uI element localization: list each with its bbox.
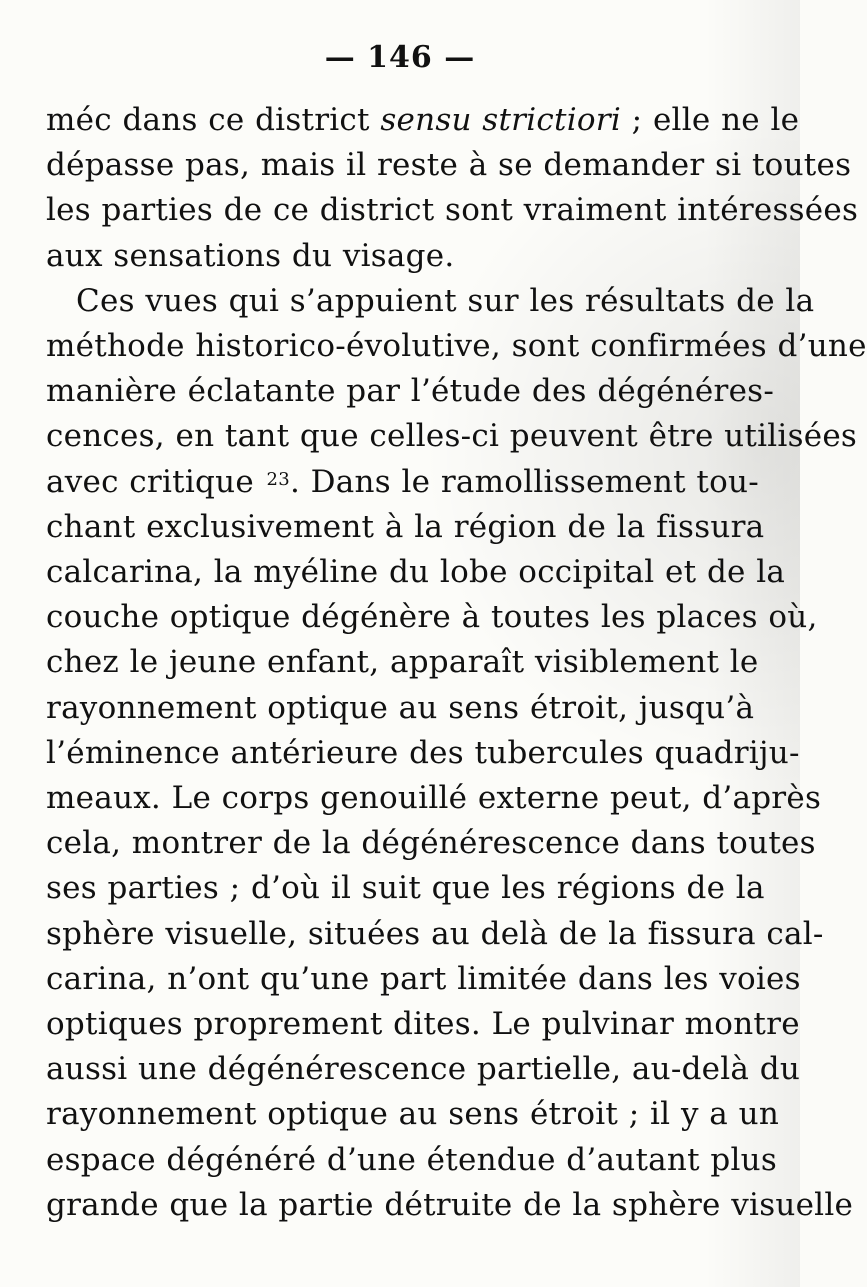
text-line-1-part-3: ; elle ne le: [621, 102, 800, 138]
text-line-21: optiques proprement dites. Le pulvinar montre: [46, 1006, 800, 1043]
latin-phrase: sensu strictiori: [380, 102, 622, 138]
text-line-5: Ces vues qui s’appuient sur les résultats de la: [76, 282, 815, 319]
text-line-23: rayonnement optique au sens étroit ; il y a un: [46, 1096, 780, 1133]
text-line-9-part-3: . Dans le ramollissement tou-: [289, 463, 759, 500]
text-line-18: ses parties ; d’où il suit que les régions de la: [46, 870, 765, 907]
text-line-24: espace dégénéré d’une étendue d’autant plus: [46, 1141, 778, 1178]
text-line-19: sphère visuelle, situées au delà de la fissura cal-: [46, 915, 824, 952]
text-line-22: aussi une dégénérescence partielle, au-delà du: [46, 1051, 801, 1088]
text-line-9: [46, 460, 759, 505]
text-line-7: manière éclatante par l’étude des dégénéres-: [46, 373, 775, 410]
text-line-10: chant exclusivement à la région de la fissura: [46, 508, 765, 545]
text-line-15: l’éminence antérieure des tubercules quadriju-: [46, 734, 800, 771]
text-line-16: meaux. Le corps genouillé externe peut, d’après: [46, 780, 822, 817]
text-line-3: les parties de ce district sont vraiment intéressées: [46, 192, 859, 229]
text-line-20: carina, n’ont qu’une part limitée dans les voies: [46, 960, 801, 997]
text-line-11: calcarina, la myéline du lobe occipital et de la: [46, 554, 786, 591]
text-line-6: méthode historico-évolutive, sont confirmées d’une: [46, 328, 867, 365]
footnote-reference: 23: [266, 468, 290, 490]
text-line-8: cences, en tant que celles-ci peuvent être utilisées: [46, 418, 858, 455]
text-line-14: rayonnement optique au sens étroit, jusqu’à: [46, 689, 755, 726]
text-line-13: chez le jeune enfant, apparaît visiblement le: [46, 644, 759, 681]
text-line-4: aux sensations du visage.: [46, 237, 455, 274]
text-line-17: cela, montrer de la dégénérescence dans toutes: [46, 825, 816, 862]
text-line-2: dépasse pas, mais il reste à se demander si toutes: [46, 147, 852, 184]
text-line-25: grande que la partie détruite de la sphère visuelle: [46, 1186, 854, 1223]
page-number: — 146 —: [324, 40, 476, 75]
body-text: [46, 98, 867, 1228]
text-line-1-part-1: méc dans ce district: [46, 102, 381, 138]
text-line-9-part-1: avec critique: [46, 463, 265, 500]
text-line-1: [46, 98, 800, 143]
text-line-12: couche optique dégénère à toutes les places où,: [46, 599, 818, 636]
